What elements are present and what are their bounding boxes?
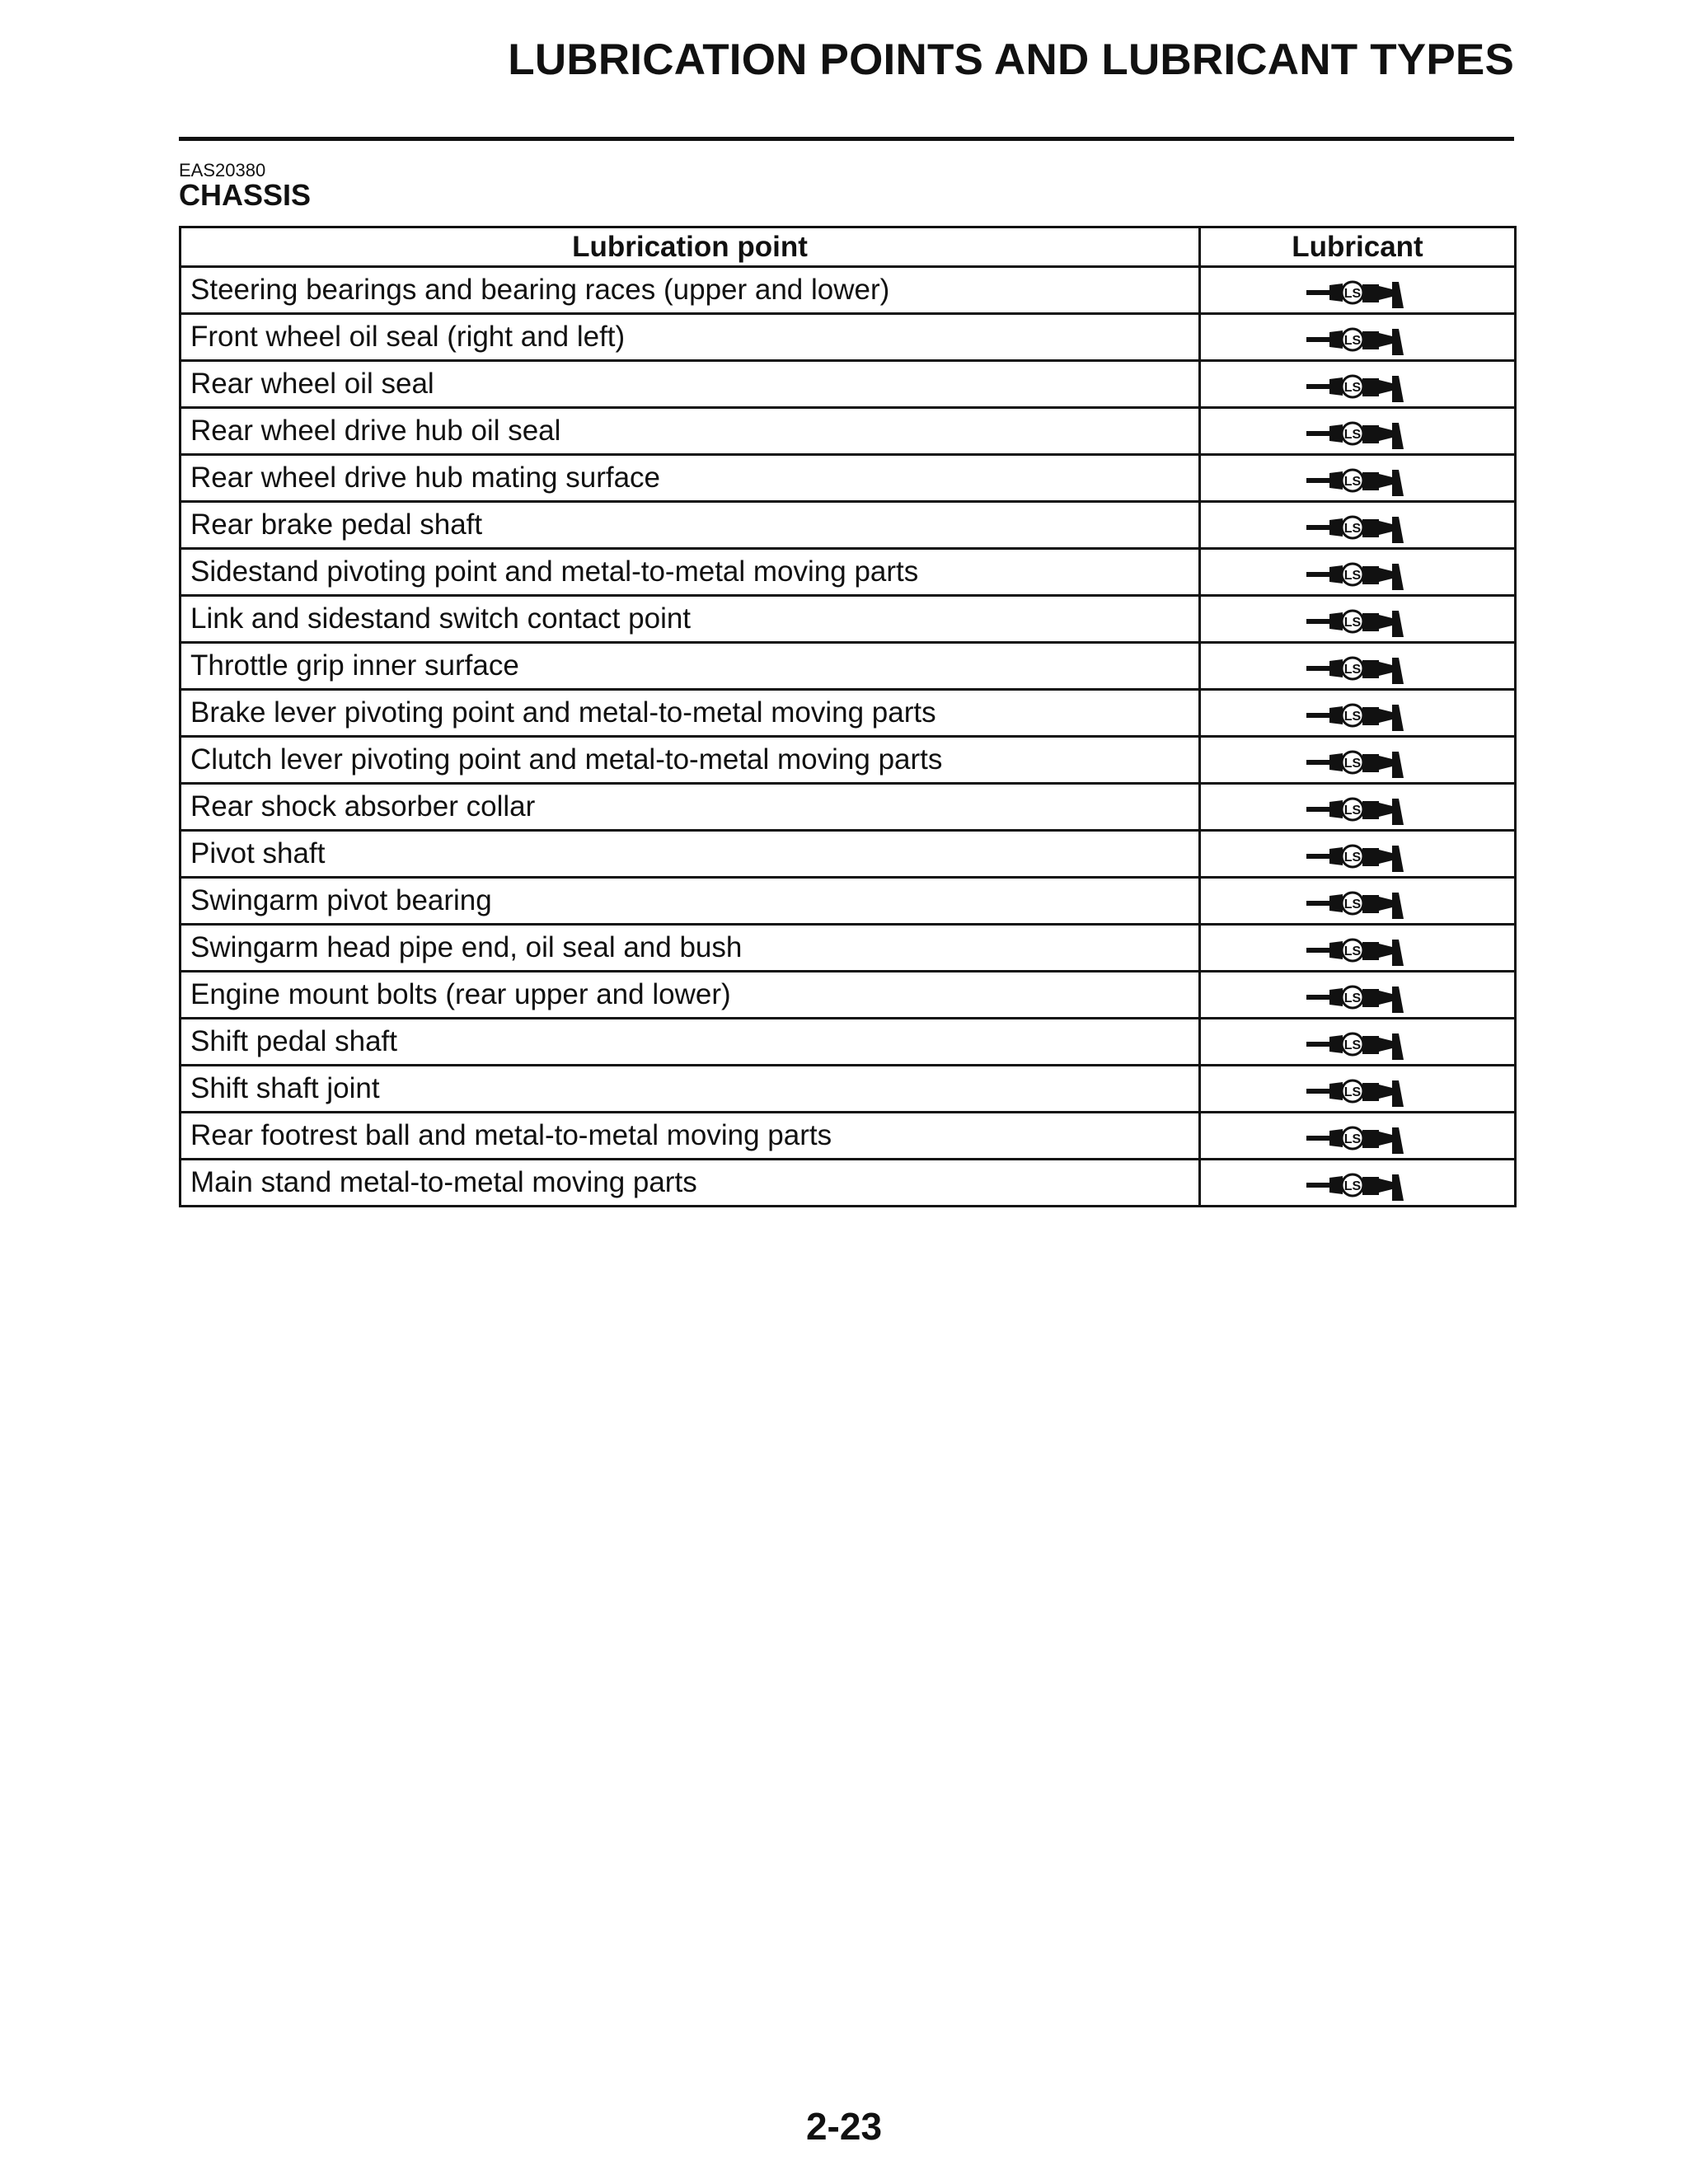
lubricant-icon-label: LS [1343, 333, 1362, 348]
lubricant-cell [1200, 972, 1516, 1019]
lubricant-cell [1200, 925, 1516, 972]
lubrication-point-cell: Throttle grip inner surface [181, 643, 1200, 690]
table-row [181, 596, 1516, 643]
lubrication-point-cell: Engine mount bolts (rear upper and lower) [181, 972, 1200, 1019]
lubricant-cell [1200, 1113, 1516, 1160]
lubrication-point-cell: Pivot shaft [181, 831, 1200, 878]
lubricant-icon-label: LS [1343, 521, 1362, 536]
table-body [181, 267, 1516, 1207]
lubrication-table [179, 226, 1517, 1207]
lubricant-cell [1200, 267, 1516, 314]
table-row [181, 878, 1516, 925]
lubrication-point-cell: Rear wheel drive hub mating surface [181, 455, 1200, 502]
table-row [181, 784, 1516, 831]
column-header-lubricant: Lubricant [1200, 227, 1516, 267]
lithium-soap-grease-gun-icon [1306, 982, 1409, 1015]
lubricant-cell [1200, 784, 1516, 831]
table-row [181, 1019, 1516, 1066]
lubricant-icon-label: LS [1343, 944, 1362, 958]
lithium-soap-grease-gun-icon [1306, 324, 1409, 357]
lithium-soap-grease-gun-icon [1306, 653, 1409, 686]
table-row [181, 831, 1516, 878]
column-header-lubrication-point: Lubrication point [181, 227, 1200, 267]
table-row [181, 361, 1516, 408]
lithium-soap-grease-gun-icon [1306, 371, 1409, 404]
table-row [181, 643, 1516, 690]
lithium-soap-grease-gun-icon [1306, 559, 1409, 592]
table-row [181, 455, 1516, 502]
lubricant-cell [1200, 643, 1516, 690]
lithium-soap-grease-gun-icon [1306, 512, 1409, 545]
lithium-soap-grease-gun-icon [1306, 606, 1409, 639]
lubricant-cell [1200, 690, 1516, 737]
lithium-soap-grease-gun-icon [1306, 277, 1409, 310]
lubricant-icon-label: LS [1343, 1179, 1362, 1193]
lubricant-icon-label: LS [1343, 380, 1362, 395]
table-row [181, 549, 1516, 596]
lubricant-icon-label: LS [1343, 1085, 1362, 1099]
table-row [181, 690, 1516, 737]
lubricant-icon-label: LS [1343, 1038, 1362, 1052]
table-row [181, 972, 1516, 1019]
lithium-soap-grease-gun-icon [1306, 794, 1409, 827]
lithium-soap-grease-gun-icon [1306, 1076, 1409, 1108]
lithium-soap-grease-gun-icon [1306, 935, 1409, 968]
lithium-soap-grease-gun-icon [1306, 888, 1409, 921]
table-header-row [181, 227, 1516, 267]
lithium-soap-grease-gun-icon [1306, 1122, 1409, 1155]
table-row [181, 1160, 1516, 1207]
lubrication-point-cell: Swingarm pivot bearing [181, 878, 1200, 925]
lithium-soap-grease-gun-icon [1306, 418, 1409, 451]
table-row [181, 267, 1516, 314]
table-row [181, 408, 1516, 455]
lubricant-icon-label: LS [1343, 474, 1362, 489]
lubricant-icon-label: LS [1343, 709, 1362, 724]
lubrication-point-cell: Rear footrest ball and metal-to-metal moving parts [181, 1113, 1200, 1160]
page-number: 2-23 [805, 2105, 883, 2148]
lubrication-point-cell: Steering bearings and bearing races (upper and lower) [181, 267, 1200, 314]
table-row [181, 1113, 1516, 1160]
lubricant-cell [1200, 549, 1516, 596]
lithium-soap-grease-gun-icon [1306, 1169, 1409, 1202]
lubricant-icon-label: LS [1343, 1132, 1362, 1146]
lubrication-point-cell: Shift shaft joint [181, 1066, 1200, 1113]
lubricant-icon-label: LS [1343, 991, 1362, 1005]
lubrication-point-cell: Front wheel oil seal (right and left) [181, 314, 1200, 361]
lubricant-icon-label: LS [1343, 568, 1362, 583]
lubricant-cell [1200, 596, 1516, 643]
section-code: EAS20380 [179, 160, 266, 180]
lubricant-cell [1200, 455, 1516, 502]
lubrication-point-cell: Rear brake pedal shaft [181, 502, 1200, 549]
lubricant-icon-label: LS [1343, 897, 1362, 912]
lubricant-cell [1200, 361, 1516, 408]
lubricant-cell [1200, 502, 1516, 549]
lubricant-icon-label: LS [1343, 756, 1362, 771]
lubrication-point-cell: Shift pedal shaft [181, 1019, 1200, 1066]
lubrication-point-cell: Brake lever pivoting point and metal-to-metal moving parts [181, 690, 1200, 737]
table-row [181, 737, 1516, 784]
lubricant-icon-label: LS [1343, 427, 1362, 442]
lubricant-icon-label: LS [1343, 615, 1362, 630]
lubrication-point-cell: Main stand metal-to-metal moving parts [181, 1160, 1200, 1207]
lubricant-icon-label: LS [1343, 850, 1362, 865]
lubrication-point-cell: Rear wheel drive hub oil seal [181, 408, 1200, 455]
lubricant-cell [1200, 878, 1516, 925]
lubrication-point-cell: Sidestand pivoting point and metal-to-metal moving parts [181, 549, 1200, 596]
table-row [181, 1066, 1516, 1113]
page-title: LUBRICATION POINTS AND LUBRICANT TYPES [508, 35, 1514, 84]
lubricant-cell [1200, 314, 1516, 361]
table-row [181, 314, 1516, 361]
lubrication-point-cell: Swingarm head pipe end, oil seal and bush [181, 925, 1200, 972]
lubricant-icon-label: LS [1343, 803, 1362, 818]
lithium-soap-grease-gun-icon [1306, 465, 1409, 498]
lubricant-cell [1200, 1066, 1516, 1113]
lubricant-cell [1200, 1160, 1516, 1207]
lubrication-point-cell: Link and sidestand switch contact point [181, 596, 1200, 643]
lubricant-cell [1200, 737, 1516, 784]
lubricant-icon-label: LS [1343, 662, 1362, 677]
lubrication-point-cell: Rear wheel oil seal [181, 361, 1200, 408]
title-rule [179, 137, 1514, 141]
lubricant-cell [1200, 831, 1516, 878]
lubrication-point-cell: Rear shock absorber collar [181, 784, 1200, 831]
lithium-soap-grease-gun-icon [1306, 747, 1409, 780]
lithium-soap-grease-gun-icon [1306, 1029, 1409, 1062]
table-row [181, 925, 1516, 972]
lithium-soap-grease-gun-icon [1306, 700, 1409, 733]
lubrication-point-cell: Clutch lever pivoting point and metal-to-metal moving parts [181, 737, 1200, 784]
table-row [181, 502, 1516, 549]
section-title: CHASSIS [179, 178, 312, 212]
lubricant-cell [1200, 1019, 1516, 1066]
lubricant-cell [1200, 408, 1516, 455]
lubricant-icon-label: LS [1343, 286, 1362, 301]
lithium-soap-grease-gun-icon [1306, 841, 1409, 874]
